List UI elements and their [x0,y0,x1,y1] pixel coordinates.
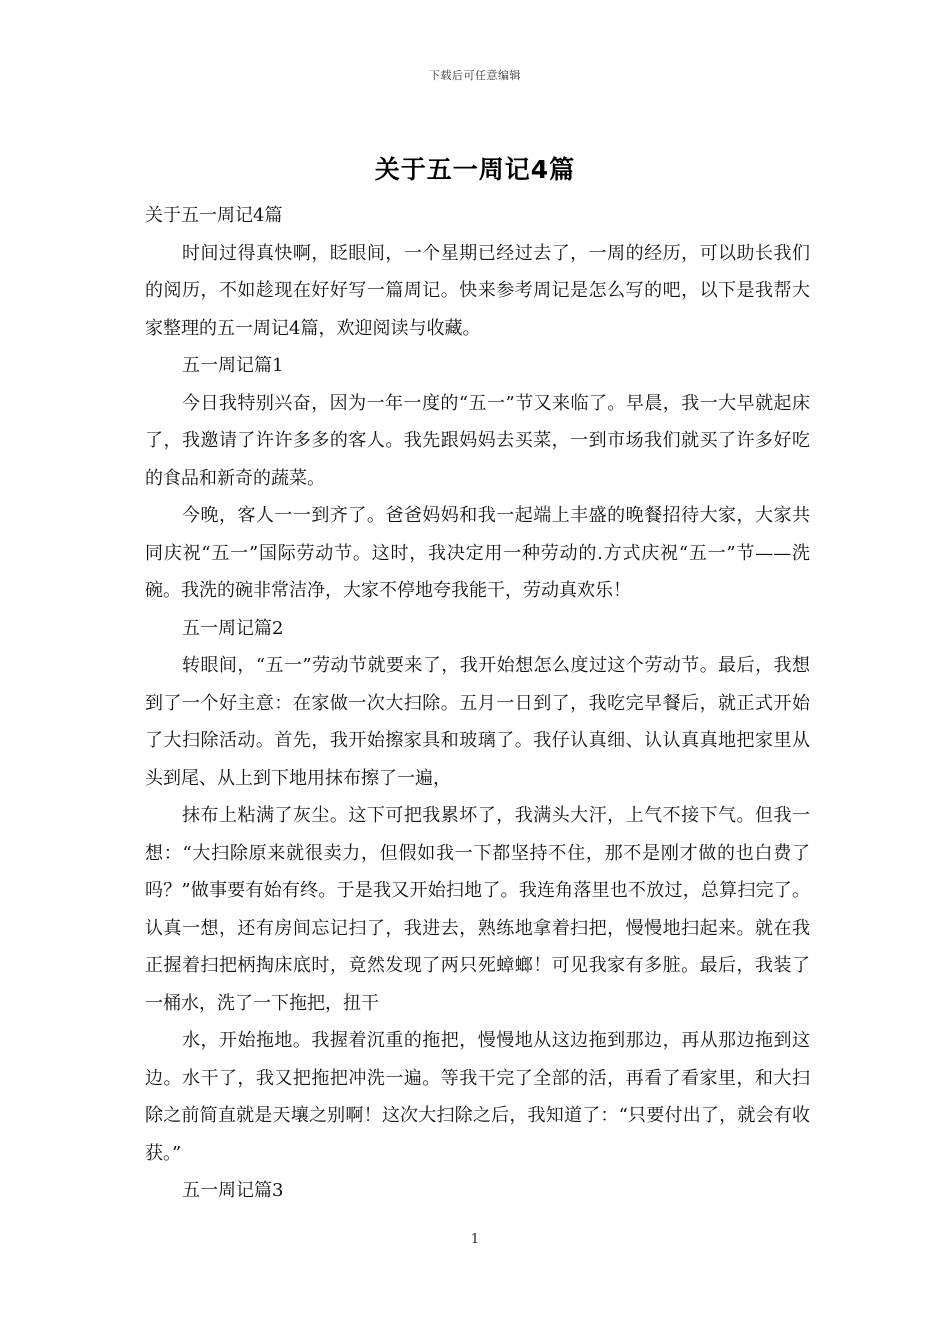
subtitle-line: 关于五一周记4篇 [145,205,283,226]
section-heading-3: 五一周记篇3 [182,1180,284,1201]
intro-paragraph: 时间过得真快啊，眨眼间，一个星期已经过去了，一周的经历，可以助长我们的阅历，不如趁现在好好写一篇周记。快来参考周记是怎么写的吧，以下是我帮大家整理的五一周记4篇，欢迎阅读与收藏。 [145,242,810,339]
document-body [145,197,810,1210]
page-number: 1 [470,1232,480,1247]
paragraph: 今晚，客人一一到齐了。爸爸妈妈和我一起端上丰盛的晚餐招待大家，大家共同庆祝“五一”国际劳动节。这时，我决定用一种劳动的.方式庆祝“五一”节——洗碗。我洗的碗非常洁净，大家不停地夸我能干，劳动真欢乐！ [145,505,810,601]
paragraph: 今日我特别兴奋，因为一年一度的“五一”节又来临了。早晨，我一大早就起床了，我邀请了许许多多的客人。我先跟妈妈去买菜，一到市场我们就买了许多好吃的食品和新奇的蔬菜。 [145,392,810,489]
paragraph: 抹布上粘满了灰尘。这下可把我累坏了，我满头大汗，上气不接下气。但我一想：“大扫除原来就很卖力，但假如我一下都坚持不住，那不是刚才做的也白费了吗？”做事要有始有终。于是我又开始扫地了。我连角落里也不放过，总算扫完了。认真一想，还有房间忘记扫了，我进去，熟练地拿着扫把，慢慢地扫起来。就在我正握着扫把柄掏床底时，竟然发现了两只死蟑螂！可见我家有多脏。最后，我装了一桶水，洗了一下拖把，扭干 [145,805,810,1014]
section-heading-1: 五一周记篇1 [182,355,284,376]
document-title: 关于五一周记4篇 [374,155,576,184]
section-heading-2: 五一周记篇2 [182,617,284,639]
paragraph: 转眼间，“五一”劳动节就要来了，我开始想怎么度过这个劳动节。最后，我想到了一个好主意：在家做一次大扫除。五月一日到了，我吃完早餐后，就正式开始了大扫除活动。首先，我开始擦家具和玻璃了。我仔认真细、认认真真地把家里从头到尾、从上到下地用抹布擦了一遍， [145,655,810,789]
paragraph: 水，开始拖地。我握着沉重的拖把，慢慢地从这边拖到那边，再从那边拖到这边。水干了，我又把拖把冲洗一遍。等我干完了全部的活，再看了看家里，和大扫除之前简直就是天壤之别啊！这次大扫除之后，我知道了：“只要付出了，就会有收获。” [145,1030,810,1164]
header-note: 下载后可任意编辑 [429,69,521,82]
